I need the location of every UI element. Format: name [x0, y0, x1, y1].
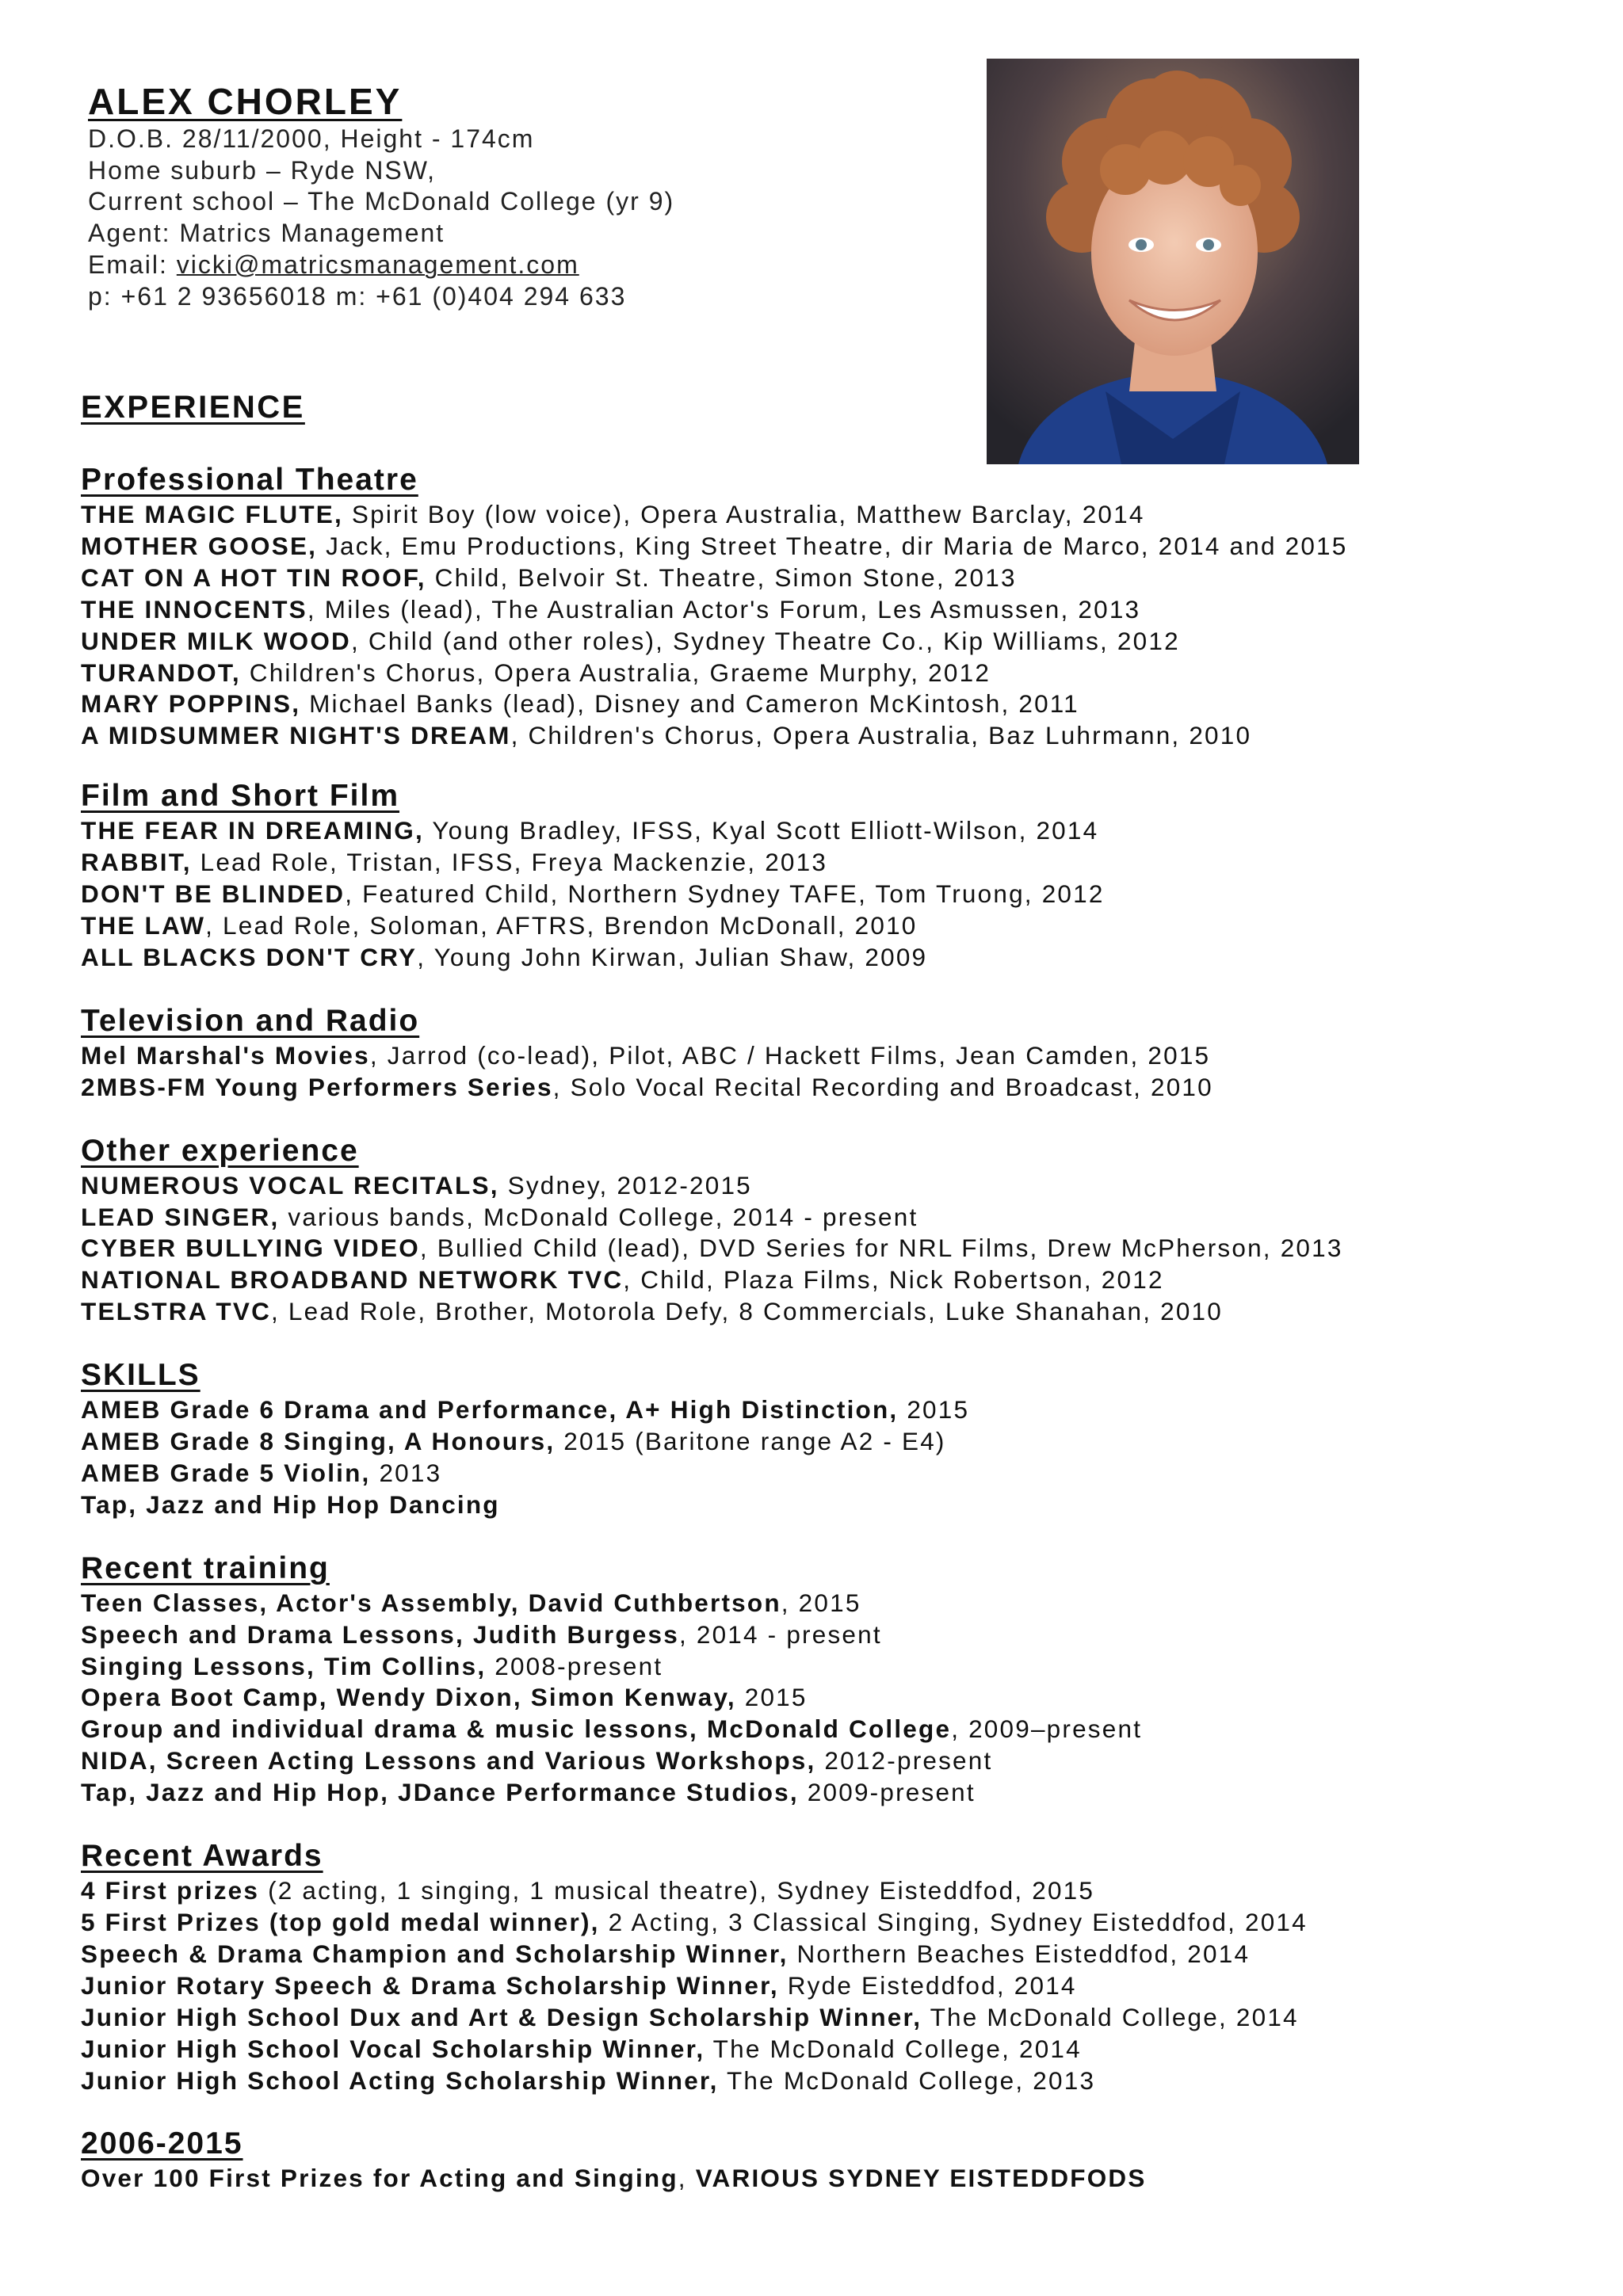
entry-title: NUMEROUS VOCAL RECITALS, — [81, 1170, 499, 1199]
entry-title: 5 First Prizes (top gold medal winner), — [81, 1908, 600, 1936]
entry-detail: 2012-present — [815, 1746, 993, 1775]
section-heading: 2006-2015 — [81, 2126, 243, 2161]
section-skills — [81, 1356, 1587, 1521]
entry-title: Over 100 First Prizes for Acting and Singing — [81, 2164, 678, 2193]
entry-title: Teen Classes, Actor's Assembly, David Cuthbertson — [81, 1588, 781, 1617]
list-item — [81, 1202, 1587, 1234]
entry-title: NIDA, Screen Acting Lessons and Various Workshops, — [81, 1746, 816, 1775]
list-item — [81, 1233, 1587, 1264]
entry-title: THE MAGIC FLUTE, — [81, 500, 343, 528]
list-item — [81, 879, 1587, 910]
entry-title: Group and individual drama & music lessons, McDonald College — [81, 1714, 952, 1744]
list-item — [81, 1714, 1587, 1745]
list-item — [81, 1072, 1587, 1104]
entry-detail: (2 acting, 1 singing, 1 musical theatre), Sydney Eisteddfod, 2015 — [259, 1876, 1095, 1905]
list-item — [81, 1682, 1587, 1714]
entry-title: 4 First prizes — [81, 1876, 260, 1905]
entry-detail: , 2015 — [781, 1588, 861, 1617]
entry-detail: 2 Acting, 3 Classical Singing, Sydney Eisteddfod, 2014 — [599, 1908, 1308, 1936]
entry-title: MARY POPPINS, — [81, 689, 301, 719]
entry-title: MOTHER GOOSE, — [81, 531, 318, 560]
section-heading: Television and Radio — [81, 1003, 420, 1038]
agent: Agent: Matrics Management — [88, 219, 445, 248]
entry-detail: The McDonald College, 2013 — [718, 2065, 1096, 2095]
entry-title: Junior Rotary Speech & Drama Scholarship Winner, — [81, 1970, 779, 2000]
entry-detail: Spirit Boy (low voice), Opera Australia, Matthew Barclay, 2014 — [342, 500, 1145, 528]
entry-detail: , Jarrod (co-lead), Pilot, ABC / Hackett Films, Jean Camden, 2015 — [369, 1040, 1211, 1070]
experience-heading: EXPERIENCE — [81, 390, 305, 425]
entry-title: Mel Marshal's Movies — [81, 1040, 370, 1070]
resume-content — [81, 385, 1587, 2195]
list-item — [81, 1040, 1587, 1072]
list-item — [81, 1875, 1587, 1907]
entry-detail: 2015 — [735, 1683, 808, 1712]
entry-title: ALL BLACKS DON'T CRY — [81, 942, 418, 971]
contact-block — [88, 124, 674, 312]
entry-detail: Northern Beaches Eisteddfod, 2014 — [788, 1939, 1251, 1968]
list-item — [81, 1745, 1587, 1777]
entry-detail: Michael Banks (lead), Disney and Cameron McKintosh, 2011 — [300, 689, 1079, 719]
entry-title: RABBIT, — [81, 848, 192, 877]
email-link[interactable]: vicki@matricsmanagement.com — [176, 250, 579, 279]
list-item — [81, 1777, 1587, 1809]
list-item — [81, 1489, 1587, 1521]
dob-height: D.O.B. 28/11/2000, Height - 174cm — [88, 124, 535, 153]
section-heading: Recent training — [81, 1550, 330, 1585]
entry-detail: , Child, Plaza Films, Nick Robertson, 2012 — [623, 1265, 1164, 1295]
entry-detail: , Solo Vocal Recital Recording and Broadcast, 2010 — [552, 1072, 1213, 1101]
entry-title: 2MBS-FM Young Performers Series — [81, 1072, 553, 1101]
entry-title: Tap, Jazz and Hip Hop, JDance Performance Studios, — [81, 1778, 799, 1807]
entry-title: A MIDSUMMER NIGHT'S DREAM — [81, 721, 511, 750]
section-other-experience — [81, 1132, 1587, 1329]
entry-detail: Lead Role, Tristan, IFSS, Freya Mackenzie, 2013 — [191, 848, 828, 877]
entry-detail: , — [678, 2164, 696, 2193]
entry-detail: 2015 (Baritone range A2 - E4) — [555, 1427, 946, 1456]
section-professional-theatre — [81, 461, 1587, 752]
entry-title: AMEB Grade 8 Singing, A Honours, — [81, 1427, 556, 1456]
list-item — [81, 2065, 1587, 2097]
section-recent-training — [81, 1550, 1587, 1809]
list-item — [81, 1588, 1587, 1619]
entry-title: Speech & Drama Champion and Scholarship Winner, — [81, 1939, 789, 1968]
section-television-radio — [81, 1002, 1587, 1104]
applicant-name: ALEX CHORLEY — [88, 81, 403, 122]
list-item — [81, 720, 1587, 752]
entry-detail: various bands, McDonald College, 2014 - present — [279, 1202, 918, 1231]
section-eisteddfods — [81, 2125, 1587, 2195]
list-item — [81, 1426, 1587, 1458]
list-item — [81, 2002, 1587, 2034]
list-item — [81, 2163, 1587, 2195]
entry-detail: , Featured Child, Northern Sydney TAFE, Tom Truong, 2012 — [345, 879, 1105, 909]
entry-title: UNDER MILK WOOD — [81, 626, 351, 655]
entry-detail: 2008-present — [486, 1651, 663, 1680]
list-item — [81, 1651, 1587, 1683]
entry-title: Speech and Drama Lessons, Judith Burgess — [81, 1619, 679, 1649]
entry-title: AMEB Grade 6 Drama and Performance, A+ High Distinction, — [81, 1395, 899, 1425]
list-item — [81, 1170, 1587, 1202]
entry-detail: Jack, Emu Productions, King Street Theatre, dir Maria de Marco, 2014 and 2015 — [317, 531, 1348, 560]
list-item — [81, 688, 1587, 720]
entry-detail: , 2009–present — [951, 1714, 1143, 1744]
entry-title: AMEB Grade 5 Violin, — [81, 1458, 371, 1487]
entry-title: THE LAW — [81, 910, 206, 940]
list-item — [81, 1939, 1587, 1970]
section-recent-awards — [81, 1837, 1587, 2096]
list-item — [81, 847, 1587, 879]
list-item — [81, 2034, 1587, 2065]
list-item — [81, 563, 1587, 594]
list-item — [81, 531, 1587, 563]
entry-list — [81, 499, 1587, 752]
entry-detail: Child, Belvoir St. Theatre, Simon Stone, 2013 — [426, 563, 1017, 592]
entry-title: CAT ON A HOT TIN ROOF, — [81, 563, 426, 592]
list-item — [81, 1296, 1587, 1328]
entry-title: Junior High School Acting Scholarship Winner, — [81, 2065, 719, 2095]
entry-title: DON'T BE BLINDED — [81, 879, 346, 909]
list-item — [81, 658, 1587, 689]
entry-detail: , Lead Role, Soloman, AFTRS, Brendon McDonall, 2010 — [205, 910, 918, 940]
phone-numbers: p: +61 2 93656018 m: +61 (0)404 294 633 — [88, 281, 627, 311]
email-row — [88, 250, 674, 281]
current-school: Current school – The McDonald College (yr 9) — [88, 187, 675, 216]
list-item — [81, 1907, 1587, 1939]
entry-title: Junior High School Dux and Art & Design Scholarship Winner, — [81, 2002, 922, 2031]
email-label: Email: — [88, 250, 177, 279]
entry-detail: Sydney, 2012-2015 — [498, 1170, 752, 1199]
entry-detail: 2015 — [898, 1395, 970, 1425]
list-item — [81, 499, 1587, 531]
list-item — [81, 815, 1587, 847]
entry-title: TURANDOT, — [81, 658, 241, 687]
entry-title: Junior High School Vocal Scholarship Winner, — [81, 2034, 705, 2063]
entry-detail: Young Bradley, IFSS, Kyal Scott Elliott-Wilson, 2014 — [423, 816, 1099, 845]
entry-detail: , Lead Role, Brother, Motorola Defy, 8 Commercials, Luke Shanahan, 2010 — [271, 1297, 1223, 1326]
list-item — [81, 1619, 1587, 1651]
list-item — [81, 1970, 1587, 2002]
list-item — [81, 1394, 1587, 1426]
entry-title: CYBER BULLYING VIDEO — [81, 1234, 420, 1263]
list-item — [81, 1264, 1587, 1296]
list-item — [81, 594, 1587, 626]
section-heading: Film and Short Film — [81, 779, 400, 814]
section-film — [81, 777, 1587, 974]
entry-detail: 2013 — [370, 1458, 442, 1487]
entry-detail: 2009-present — [798, 1778, 976, 1807]
entry-detail: , Children's Chorus, Opera Australia, Baz Luhrmann, 2010 — [510, 721, 1252, 750]
entry-detail: Children's Chorus, Opera Australia, Graeme Murphy, 2012 — [240, 658, 991, 687]
entry-title: THE FEAR IN DREAMING, — [81, 816, 424, 845]
list-item — [81, 626, 1587, 658]
entry-title: Opera Boot Camp, Wendy Dixon, Simon Kenway, — [81, 1683, 736, 1712]
entry-title: THE INNOCENTS — [81, 594, 307, 624]
entry-title: LEAD SINGER, — [81, 1202, 280, 1231]
home-suburb: Home suburb – Ryde NSW, — [88, 155, 437, 185]
section-heading: Recent Awards — [81, 1839, 323, 1874]
entry-title: Tap, Jazz and Hip Hop Dancing — [81, 1489, 500, 1519]
entry-detail: , Child (and other roles), Sydney Theatre Co., Kip Williams, 2012 — [350, 626, 1180, 655]
list-item — [81, 1458, 1587, 1489]
entry-detail: Ryde Eisteddfod, 2014 — [778, 1970, 1077, 2000]
section-heading: SKILLS — [81, 1358, 200, 1393]
entry-detail: The McDonald College, 2014 — [922, 2002, 1299, 2031]
entry-detail: , 2014 - present — [678, 1619, 882, 1649]
entry-detail: , Bullied Child (lead), DVD Series for NRL Films, Drew McPherson, 2013 — [419, 1234, 1343, 1263]
list-item — [81, 910, 1587, 942]
entry-detail: The McDonald College, 2014 — [705, 2034, 1082, 2063]
entry-title-secondary: VARIOUS SYDNEY EISTEDDFODS — [695, 2164, 1147, 2193]
section-heading: Other experience — [81, 1133, 359, 1168]
entry-title: Singing Lessons, Tim Collins, — [81, 1651, 487, 1680]
entry-detail: , Miles (lead), The Australian Actor's Forum, Les Asmussen, 2013 — [307, 594, 1141, 624]
entry-title: TELSTRA TVC — [81, 1297, 272, 1326]
list-item — [81, 942, 1587, 974]
entry-detail: , Young John Kirwan, Julian Shaw, 2009 — [417, 942, 928, 971]
entry-title: NATIONAL BROADBAND NETWORK TVC — [81, 1265, 624, 1295]
section-heading: Professional Theatre — [81, 463, 418, 497]
